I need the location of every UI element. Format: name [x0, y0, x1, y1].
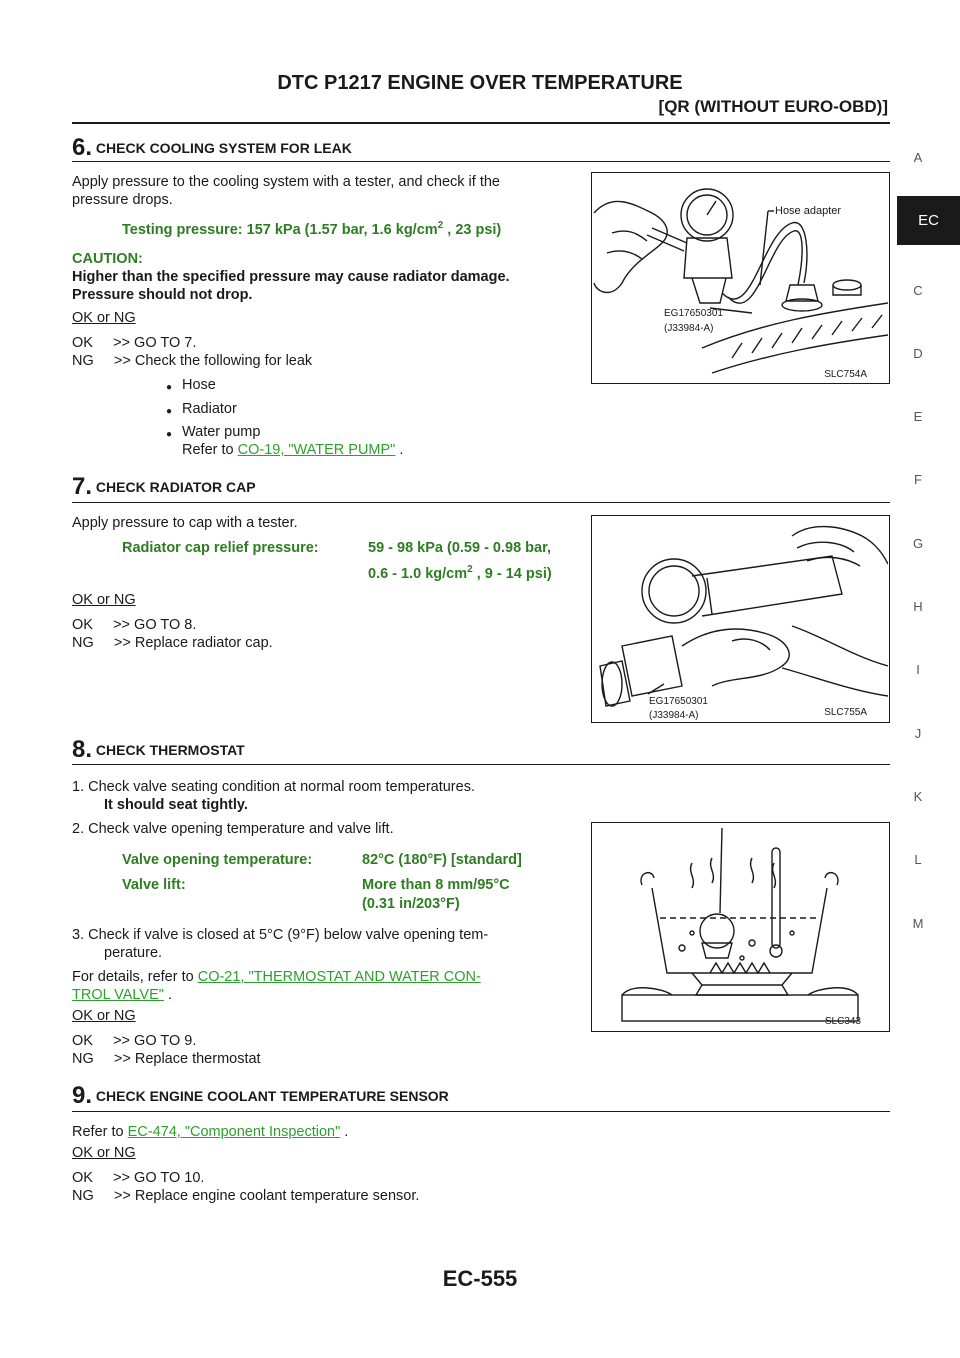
step-9-ok: OK >> GO TO 10. — [72, 1170, 205, 1186]
step-9-heading — [72, 1082, 449, 1110]
details-suffix: . — [163, 987, 172, 1003]
step-8-item1: 1. Check valve seating condition at normal room temperatures. — [72, 779, 475, 795]
side-tab-d[interactable]: D — [913, 346, 923, 361]
link-co-21-thermostat-cont[interactable]: TROL VALVE" — [72, 987, 164, 1003]
refer-prefix: Refer to — [182, 442, 238, 458]
step-6-rule — [72, 161, 890, 162]
side-tab-h[interactable]: H — [913, 599, 923, 614]
spec-valve-lift-label: Valve lift: — [122, 877, 186, 893]
spec-value2b: , 9 - 14 psi) — [472, 565, 552, 582]
fig-label-tool: EG17650301 — [649, 696, 708, 707]
step-7-heading — [72, 473, 256, 501]
bullet-radiator: ● Radiator — [182, 400, 237, 418]
step-6-spec-sup: 2 — [437, 220, 444, 231]
step-7-spec-value2 — [368, 564, 552, 582]
pressure-tester-illustration — [592, 173, 888, 382]
fig-label-tool2: (J33984-A) — [649, 710, 699, 721]
figure-code: SLC343 — [824, 1016, 861, 1027]
step-8-item3a: 3. Check if valve is closed at 5°C (9°F) below valve opening tem- — [72, 927, 489, 943]
step-7-title: CHECK RADIATOR CAP — [95, 479, 256, 495]
step-8-item2: 2. Check valve opening temperature and valve lift. — [72, 821, 394, 837]
step-6-ok: OK >> GO TO 7. — [72, 335, 197, 351]
refer-suffix: . — [395, 442, 404, 458]
step-8-details-cont — [72, 986, 172, 1004]
fig-label-tool: EG17650301 — [664, 308, 723, 319]
radiator-cap-tester-illustration — [592, 516, 888, 721]
side-tab-j[interactable]: J — [914, 726, 922, 741]
side-tab-g[interactable]: G — [912, 536, 924, 551]
step-8-ng: NG >> Replace thermostat — [72, 1051, 261, 1067]
step-6-caution — [72, 250, 592, 304]
caution-label: CAUTION: — [72, 251, 143, 267]
side-tab-k[interactable]: K — [913, 789, 923, 804]
step-7-number: 7. — [72, 473, 93, 500]
figure-code: SLC755A — [824, 707, 867, 718]
caution-line1: Higher than the specified pressure may cause radiator damage. — [72, 269, 510, 285]
step-8-details — [72, 968, 481, 986]
step-6-paragraph — [72, 173, 582, 209]
step-7-rule — [72, 502, 890, 503]
fig-label-tool2: (J33984-A) — [664, 323, 714, 334]
step-9-title: CHECK ENGINE COOLANT TEMPERATURE SENSOR — [95, 1088, 449, 1104]
step-6-refer — [182, 441, 403, 459]
refer-prefix: Refer to — [72, 1124, 128, 1140]
step-6-number: 6. — [72, 134, 93, 161]
refer-suffix: . — [340, 1124, 349, 1140]
step-9-ng: NG >> Replace engine coolant temperature sensor. — [72, 1188, 420, 1204]
link-ec-474-component-inspection[interactable]: EC-474, "Component Inspection" — [127, 1124, 341, 1140]
caution-line2: Pressure should not drop. — [72, 287, 253, 303]
step-8-item1b: It should seat tightly. — [104, 797, 248, 813]
figure-slc754a — [591, 172, 890, 384]
step-6-spec — [122, 220, 501, 238]
spec-valve-opening-value: 82°C (180°F) [standard] — [362, 852, 522, 868]
step-7-ok: OK >> GO TO 8. — [72, 617, 197, 633]
link-co-19-water-pump[interactable]: CO-19, "WATER PUMP" — [237, 442, 396, 458]
spec-valve-opening-label: Valve opening temperature: — [122, 852, 313, 868]
page-subtitle: [QR (WITHOUT EURO-OBD)] — [658, 97, 888, 116]
side-tab-a[interactable]: A — [913, 150, 923, 165]
side-tab-c[interactable]: C — [913, 283, 923, 298]
side-tab-l[interactable]: L — [914, 852, 922, 867]
step-7-ng: NG >> Replace radiator cap. — [72, 635, 273, 651]
figure-slc755a — [591, 515, 890, 723]
spec-valve-lift-value2: (0.31 in/203°F) — [362, 896, 460, 912]
step-6-okng: OK or NG — [72, 310, 136, 326]
step-6-heading — [72, 134, 352, 162]
step-7-spec-label: Radiator cap relief pressure: — [122, 540, 319, 556]
step-6-spec-tail: , 23 psi) — [443, 221, 502, 238]
step-8-ok: OK >> GO TO 9. — [72, 1033, 197, 1049]
figure-code: SLC754A — [824, 369, 867, 380]
page-number: EC-555 — [442, 1266, 518, 1291]
side-tab-f[interactable]: F — [914, 472, 922, 487]
step-9-okng: OK or NG — [72, 1145, 136, 1161]
step-7-okng: OK or NG — [72, 592, 136, 608]
step-9-number: 9. — [72, 1082, 93, 1109]
spec-valve-lift-value1: More than 8 mm/95°C — [362, 877, 510, 893]
spec-sup: 2 — [467, 564, 473, 575]
link-co-21-thermostat[interactable]: CO-21, "THERMOSTAT AND WATER CON- — [197, 969, 481, 985]
page-title: DTC P1217 ENGINE OVER TEMPERATURE — [277, 72, 683, 94]
thermostat-test-illustration — [592, 823, 888, 1030]
step-6-para-line1: Apply pressure to the cooling system with a tester, and check if the — [72, 174, 500, 190]
fig-label-hose-adapter: Hose adapter — [775, 205, 842, 217]
step-8-number: 8. — [72, 736, 93, 763]
side-tab-ec[interactable]: EC — [897, 196, 960, 245]
step-8-item3b: perature. — [104, 945, 163, 961]
side-tab-m[interactable]: M — [912, 916, 924, 931]
step-6-title: CHECK COOLING SYSTEM FOR LEAK — [95, 140, 352, 156]
bullet-hose: ● Hose — [182, 376, 216, 394]
step-6-para-line2: pressure drops. — [72, 192, 173, 208]
side-tab-i[interactable]: I — [916, 662, 920, 677]
step-8-rule — [72, 764, 890, 765]
side-tab-e[interactable]: E — [913, 409, 923, 424]
details-prefix: For details, refer to — [72, 969, 198, 985]
step-8-okng: OK or NG — [72, 1008, 136, 1024]
bullet-water-pump: ● Water pump — [182, 423, 260, 441]
step-6-spec-label: Testing pressure: 157 kPa (1.57 bar, 1.6 kg/cm — [122, 221, 438, 238]
step-9-rule — [72, 1111, 890, 1112]
header-rule — [72, 122, 890, 124]
step-7-spec-value1: 59 - 98 kPa (0.59 - 0.98 bar, — [368, 540, 551, 556]
figure-slc343 — [591, 822, 890, 1032]
spec-value2a: 0.6 - 1.0 kg/cm — [368, 565, 468, 582]
step-7-paragraph: Apply pressure to cap with a tester. — [72, 515, 298, 531]
step-8-title: CHECK THERMOSTAT — [95, 742, 245, 758]
step-6-ng: NG >> Check the following for leak — [72, 353, 313, 369]
step-8-heading — [72, 736, 245, 764]
step-9-refer — [72, 1123, 348, 1141]
